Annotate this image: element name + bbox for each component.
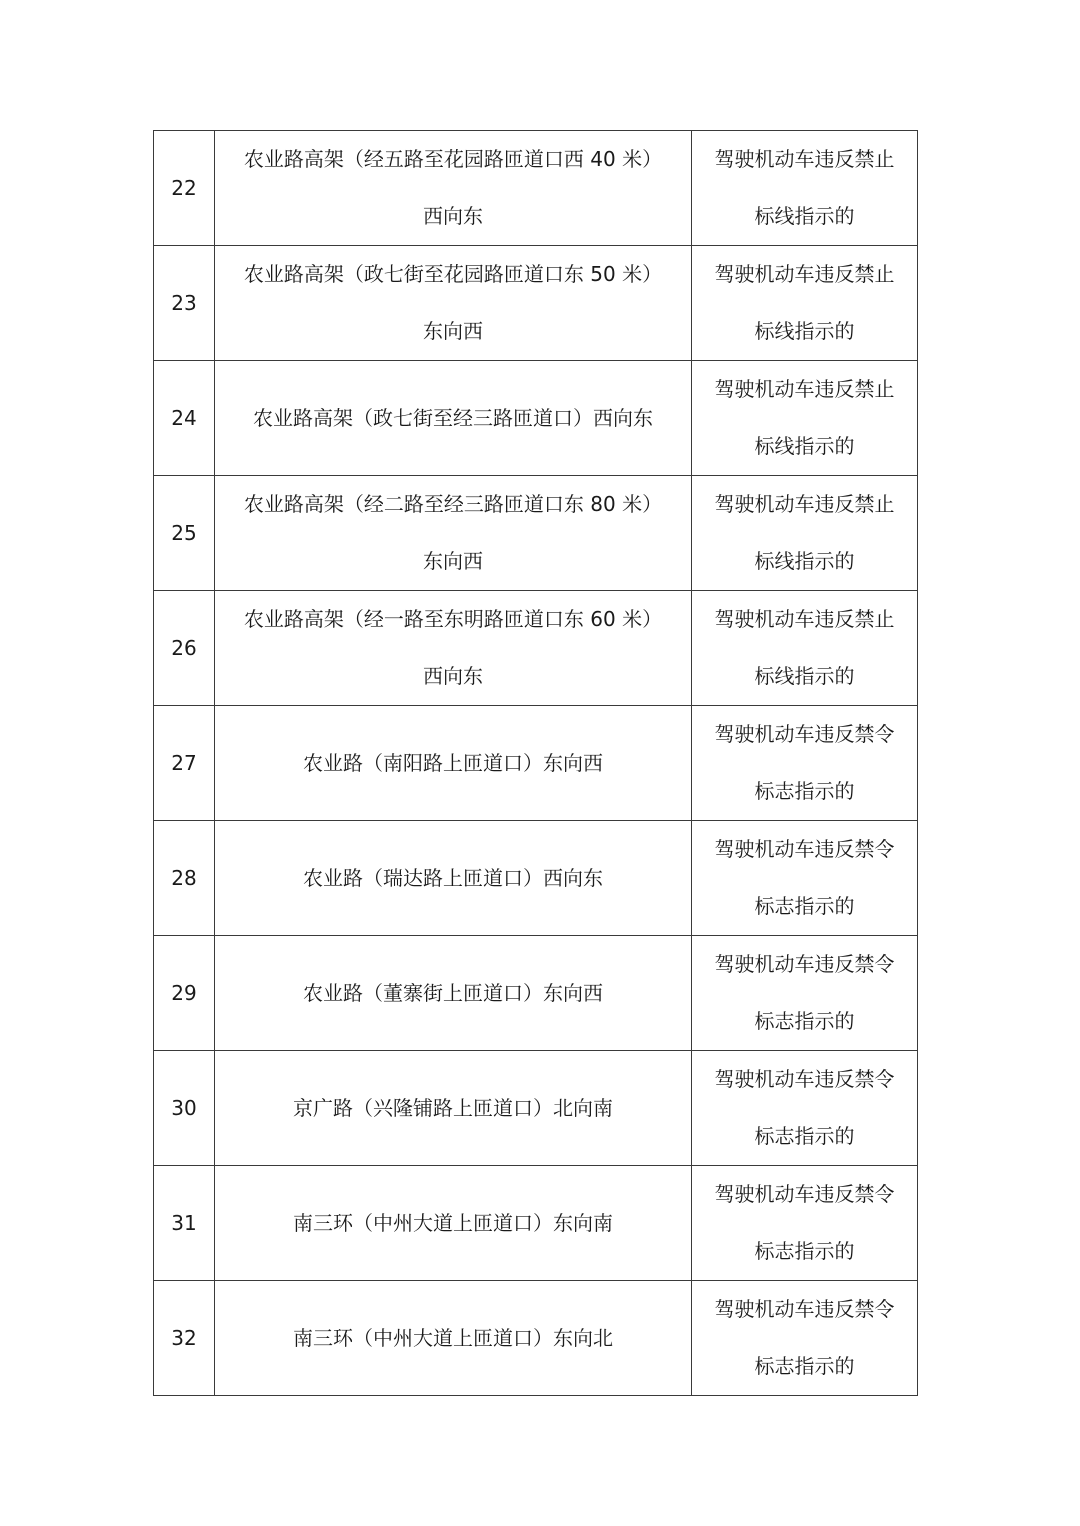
- violation-line-2: 标志指示的: [754, 1239, 855, 1263]
- violation-cell: [692, 706, 918, 821]
- location-line-1: 农业路高架（政七街至花园路匝道口东 50 米）: [243, 262, 663, 286]
- row-number-cell: [154, 361, 215, 476]
- violation-line-1: 驾驶机动车违反禁令: [714, 1067, 895, 1091]
- violation-cell: [692, 936, 918, 1051]
- row-number-cell: [154, 706, 215, 821]
- location-text: [215, 591, 691, 705]
- location-text: 农业路（董寨街上匝道口）东向西: [303, 980, 603, 1005]
- row-number-cell: [154, 936, 215, 1051]
- violation-cell: [692, 361, 918, 476]
- violation-text: [692, 246, 917, 360]
- row-number-cell: [154, 821, 215, 936]
- location-line-1: 农业路高架（经二路至经三路匝道口东 80 米）: [243, 492, 663, 516]
- row-number: 24: [171, 405, 197, 430]
- location-cell: [215, 821, 692, 936]
- violation-line-2: 标志指示的: [754, 779, 855, 803]
- table-row: [154, 246, 918, 361]
- violation-cell: [692, 131, 918, 246]
- violation-cell: [692, 1281, 918, 1396]
- violation-cell: [692, 1166, 918, 1281]
- violation-line-2: 标线指示的: [754, 549, 855, 573]
- violation-line-2: 标线指示的: [754, 664, 855, 688]
- violation-text: [692, 591, 917, 705]
- row-number: 26: [171, 635, 197, 660]
- location-line-2: 东向西: [423, 319, 483, 343]
- violation-text: [692, 936, 917, 1050]
- violation-line-1: 驾驶机动车违反禁令: [714, 952, 895, 976]
- location-line-2: 西向东: [423, 204, 483, 228]
- table-row: [154, 1166, 918, 1281]
- violation-line-1: 驾驶机动车违反禁令: [714, 1182, 895, 1206]
- violation-line-1: 驾驶机动车违反禁止: [714, 607, 895, 631]
- violation-line-2: 标志指示的: [754, 1009, 855, 1033]
- location-line-2: 东向西: [423, 549, 483, 573]
- location-cell: [215, 476, 692, 591]
- violation-line-1: 驾驶机动车违反禁令: [714, 1297, 895, 1321]
- violation-text: [692, 476, 917, 590]
- location-text: 京广路（兴隆铺路上匝道口）北向南: [293, 1095, 613, 1120]
- row-number: 32: [171, 1325, 197, 1350]
- row-number-cell: [154, 1051, 215, 1166]
- location-text: [215, 246, 691, 360]
- row-number: 27: [171, 750, 197, 775]
- location-text: 南三环（中州大道上匝道口）东向南: [293, 1210, 613, 1235]
- violation-cell: [692, 591, 918, 706]
- table-row: [154, 361, 918, 476]
- location-line-1: 农业路高架（经五路至花园路匝道口西 40 米）: [243, 147, 663, 171]
- violation-cell: [692, 246, 918, 361]
- row-number: 28: [171, 865, 197, 890]
- table-row: [154, 1281, 918, 1396]
- row-number-cell: [154, 476, 215, 591]
- table-row: [154, 591, 918, 706]
- location-cell: [215, 1281, 692, 1396]
- document-page: [153, 130, 917, 1396]
- location-text: 南三环（中州大道上匝道口）东向北: [293, 1325, 613, 1350]
- row-number: 30: [171, 1095, 197, 1120]
- table-row: [154, 936, 918, 1051]
- row-number-cell: [154, 1166, 215, 1281]
- table-row: [154, 1051, 918, 1166]
- location-line-2: 西向东: [423, 664, 483, 688]
- violation-line-2: 标线指示的: [754, 319, 855, 343]
- violation-line-1: 驾驶机动车违反禁令: [714, 722, 895, 746]
- location-cell: [215, 936, 692, 1051]
- violation-line-2: 标线指示的: [754, 434, 855, 458]
- violation-line-1: 驾驶机动车违反禁止: [714, 147, 895, 171]
- location-cell: [215, 361, 692, 476]
- table-row: [154, 476, 918, 591]
- violation-text: [692, 1281, 917, 1395]
- violation-text: [692, 1166, 917, 1280]
- violation-text: [692, 821, 917, 935]
- location-text: 农业路（瑞达路上匝道口）西向东: [303, 865, 603, 890]
- violation-cell: [692, 1051, 918, 1166]
- location-cell: [215, 706, 692, 821]
- violation-line-2: 标志指示的: [754, 1354, 855, 1378]
- row-number-cell: [154, 246, 215, 361]
- violation-cell: [692, 821, 918, 936]
- table-row: [154, 131, 918, 246]
- violation-line-1: 驾驶机动车违反禁止: [714, 262, 895, 286]
- row-number: 23: [171, 290, 197, 315]
- row-number-cell: [154, 591, 215, 706]
- location-text: [215, 131, 691, 245]
- location-cell: [215, 1166, 692, 1281]
- table-row: [154, 706, 918, 821]
- row-number-cell: [154, 1281, 215, 1396]
- row-number: 25: [171, 520, 197, 545]
- table-body: [154, 131, 918, 1396]
- violation-text: [692, 706, 917, 820]
- location-text: 农业路（南阳路上匝道口）东向西: [303, 750, 603, 775]
- table-row: [154, 821, 918, 936]
- violation-text: [692, 1051, 917, 1165]
- location-text: 农业路高架（政七街至经三路匝道口）西向东: [253, 405, 653, 430]
- violation-line-1: 驾驶机动车违反禁令: [714, 837, 895, 861]
- row-number-cell: [154, 131, 215, 246]
- row-number: 29: [171, 980, 197, 1005]
- row-number: 22: [171, 175, 197, 200]
- location-cell: [215, 246, 692, 361]
- violation-line-2: 标志指示的: [754, 894, 855, 918]
- location-text: [215, 476, 691, 590]
- location-cell: [215, 1051, 692, 1166]
- violation-line-1: 驾驶机动车违反禁止: [714, 492, 895, 516]
- violation-text: [692, 131, 917, 245]
- location-cell: [215, 131, 692, 246]
- violation-text: [692, 361, 917, 475]
- violation-locations-table: [153, 130, 918, 1396]
- violation-cell: [692, 476, 918, 591]
- location-line-1: 农业路高架（经一路至东明路匝道口东 60 米）: [243, 607, 663, 631]
- violation-line-2: 标志指示的: [754, 1124, 855, 1148]
- row-number: 31: [171, 1210, 197, 1235]
- violation-line-2: 标线指示的: [754, 204, 855, 228]
- location-cell: [215, 591, 692, 706]
- violation-line-1: 驾驶机动车违反禁止: [714, 377, 895, 401]
